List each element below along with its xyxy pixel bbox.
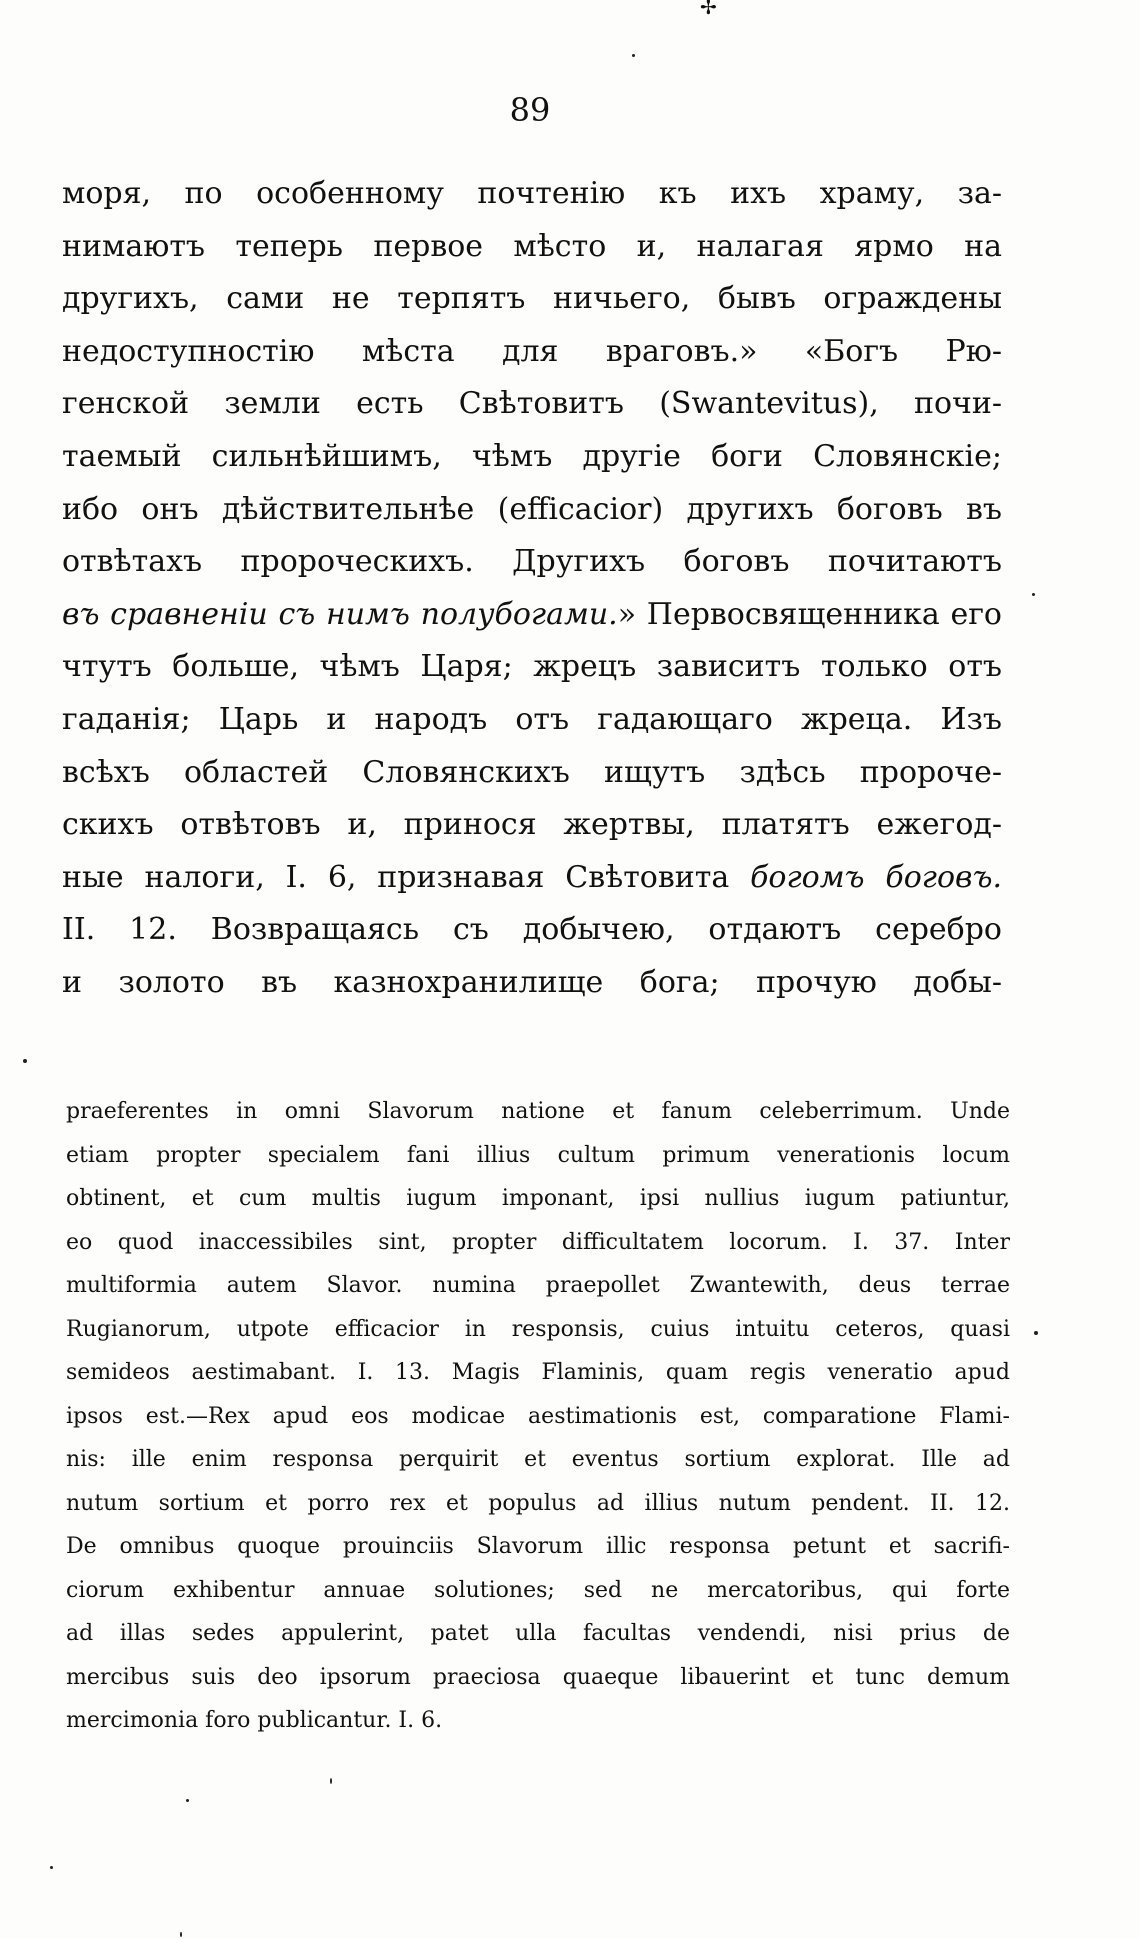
main-text-block bbox=[62, 168, 1002, 1010]
main-line: таемый сильнѣйшимъ, чѣмъ другіе боги Словянскіе; bbox=[62, 438, 1002, 474]
footnote-line: nutum sortium et porro rex et populus ad illius nutum pendent. II. 12. bbox=[66, 1490, 1010, 1516]
footnote-line: ciorum exhibentur annuae solutiones; sed ne mercatoribus, qui forte bbox=[66, 1577, 1010, 1603]
footnote-line: praeferentes in omni Slavorum natione et fanum celeberrimum. Unde bbox=[66, 1099, 1010, 1124]
page-number: 89 bbox=[509, 91, 551, 129]
main-line: ибо онъ дѣйствительнѣе (efficacior) другихъ боговъ въ bbox=[62, 491, 1002, 527]
main-line-text: » Первосвященника его bbox=[617, 596, 1002, 632]
footnote-line: De omnibus quoque prouinciis Slavorum illic responsa petunt et sacrifi- bbox=[66, 1534, 1010, 1559]
scan-speck bbox=[330, 1778, 332, 1784]
footnote-line: nis: ille enim responsa perquirit et eventus sortium explorat. Ille ad bbox=[66, 1447, 1010, 1472]
main-line bbox=[62, 589, 1002, 642]
main-line: и золото въ казнохранилище бога; прочую добы- bbox=[62, 964, 1002, 1000]
main-line: недоступностію мѣста для враговъ.» «Богъ Рю- bbox=[62, 333, 1002, 369]
italic-phrase: въ сравненіи съ нимъ полубогами. bbox=[62, 596, 618, 632]
footnote-line: etiam propter specialem fani illius cultum primum venerationis locum bbox=[66, 1142, 1010, 1168]
footnote-line: ipsos est.—Rex apud eos modicae aestimationis est, comparatione Flami- bbox=[66, 1403, 1010, 1429]
main-line: нимаютъ теперь первое мѣсто и, налагая ярмо на bbox=[62, 228, 1002, 264]
footnote-line: ad illas sedes appulerint, patet ulla facultas vendendi, nisi prius de bbox=[66, 1621, 1010, 1646]
scan-speck bbox=[180, 1932, 182, 1937]
main-line: генской земли есть Свѣтовитъ (Swantevitus), почи- bbox=[62, 386, 1002, 422]
footnote-line: mercibus suis deo ipsorum praeciosa quaeque libauerint et tunc demum bbox=[66, 1664, 1010, 1690]
main-line: чтутъ больше, чѣмъ Царя; жрецъ зависитъ только отъ bbox=[62, 649, 1002, 685]
footnote-line: mercimonia foro publicantur. I. 6. bbox=[66, 1708, 443, 1733]
scan-speck bbox=[632, 54, 635, 57]
main-line: скихъ отвѣтовъ и, принося жертвы, платятъ ежегод- bbox=[62, 807, 1002, 843]
main-line bbox=[62, 852, 1002, 905]
top-ornament-mark: ✢ bbox=[700, 0, 717, 19]
footnote-line: Rugianorum, utpote efficacior in responsis, cuius intuitu ceteros, quasi bbox=[66, 1316, 1010, 1342]
main-line: моря, по особенному почтенію къ ихъ храму, за- bbox=[62, 176, 1002, 211]
footnote-line: eo quod inaccessibiles sint, propter difficultatem locorum. I. 37. Inter bbox=[66, 1229, 1010, 1255]
footnote-line: obtinent, et cum multis iugum imponant, ipsi nullius iugum patiuntur, bbox=[66, 1186, 1010, 1211]
scan-speck bbox=[23, 1059, 27, 1063]
footnote-line: semideos aestimabant. I. 13. Magis Flaminis, quam regis veneratio apud bbox=[66, 1360, 1010, 1385]
footnote-block bbox=[66, 1090, 1010, 1743]
italic-phrase: богомъ боговъ. bbox=[750, 859, 1002, 895]
scan-speck bbox=[1032, 593, 1035, 596]
main-line: всѣхъ областей Словянскихъ ищутъ здѣсь пророче- bbox=[62, 754, 1002, 790]
footnote-line: multiformia autem Slavor. numina praepollet Zwantewith, deus terrae bbox=[66, 1273, 1010, 1298]
scan-speck bbox=[50, 1866, 53, 1869]
main-line: гаданія; Царь и народъ отъ гадающаго жреца. Изъ bbox=[62, 701, 1002, 737]
main-line: другихъ, сами не терпятъ ничьего, бывъ ограждены bbox=[62, 281, 1002, 317]
main-line: II. 12. Возвращаясь съ добычею, отдаютъ серебро bbox=[62, 912, 1002, 948]
main-line-text: ные налоги, I. 6, признавая Свѣтовита bbox=[62, 859, 751, 895]
scan-speck bbox=[186, 1799, 189, 1802]
scan-speck bbox=[1034, 1331, 1038, 1335]
main-line: отвѣтахъ пророческихъ. Другихъ боговъ почитаютъ bbox=[62, 544, 1002, 580]
